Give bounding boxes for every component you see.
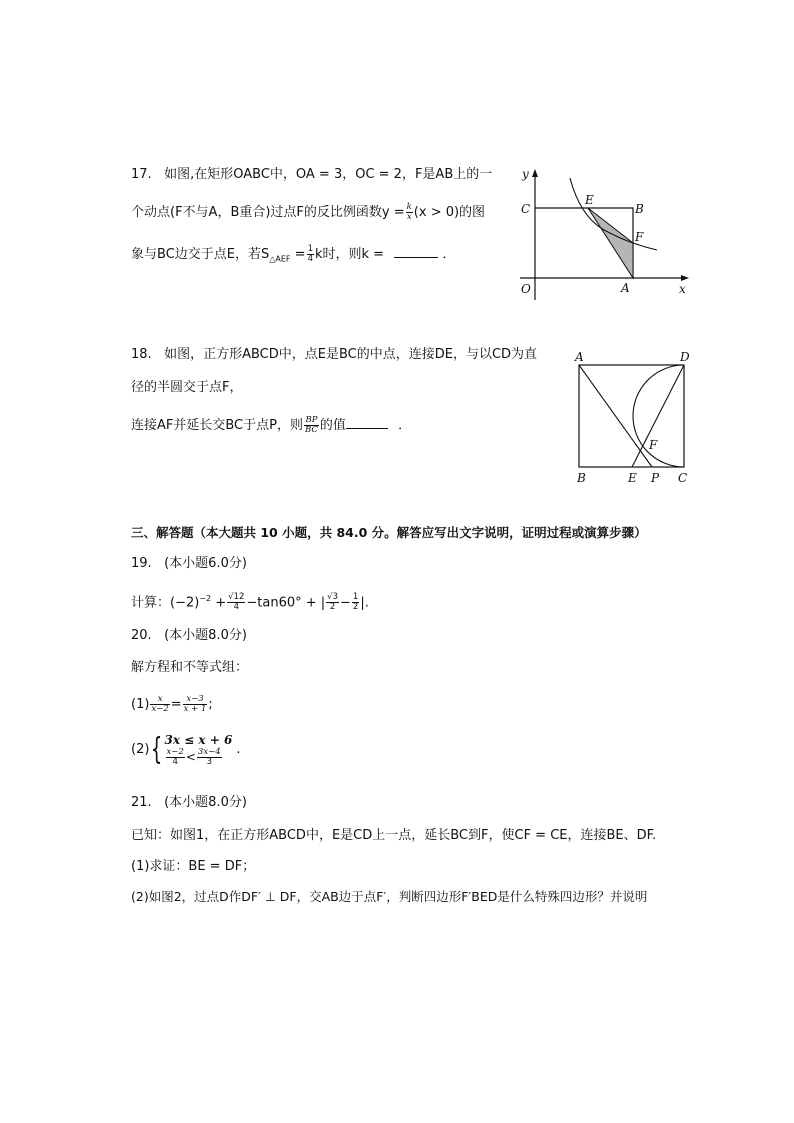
q19-expression: 计算：$(-2)^{-2}$ + $\frac{√12}{4}$ −tan60° + | $\frac{√3}{2}$ − $\frac{1}{2}$ |. bbox=[131, 592, 369, 613]
q20-system-brace: { bbox=[151, 731, 163, 767]
q17-label-C: C bbox=[521, 202, 531, 216]
q18-label-D: D bbox=[680, 350, 690, 364]
q20-part2: (2){ 3x ≤ x + 6 $\frac{x-2}{4}$ < $\frac{3x-4}{3}$ . bbox=[131, 731, 241, 767]
q21-score: (本小题8.0分) bbox=[164, 795, 247, 810]
q17-shaded-triangle bbox=[588, 208, 633, 278]
q18-fraction-bp-over-bc: $\frac{BP}{BC}$ bbox=[304, 415, 318, 435]
q17-answer-blank[interactable] bbox=[394, 245, 438, 258]
q19-fraction-half: $\frac{1}{2}$ bbox=[352, 592, 359, 613]
q17-label-E: E bbox=[585, 193, 594, 207]
q18-square bbox=[579, 365, 684, 467]
q20-fraction-right: $\frac{x-3}{x + 1}$ bbox=[183, 694, 207, 714]
q21-header bbox=[131, 795, 247, 811]
q17-label-O: O bbox=[521, 282, 531, 296]
q18-segment-AP bbox=[579, 365, 652, 467]
q20-score: (本小题8.0分) bbox=[164, 628, 247, 643]
q18-line1: 18. 如图，正方形ABCD中，点E是BC的中点，连接DE，与以CD为直 bbox=[131, 347, 538, 362]
q20-inequality-row1: 3x ≤ x + 6 bbox=[164, 733, 233, 747]
q20-part1: (1) $\frac{x}{x-2}$ = $\frac{x-3}{x + 1}$ ; bbox=[131, 694, 213, 714]
q17-text-line1: 如图,在矩形OABC中，OA = 3，OC = 2，F是AB上的一 bbox=[164, 167, 493, 182]
q18-label-C: C bbox=[678, 471, 688, 485]
q18-answer-blank[interactable] bbox=[346, 416, 388, 429]
q17-label-F: F bbox=[635, 230, 644, 244]
q20-fraction-left: $\frac{x}{x-2}$ bbox=[151, 694, 169, 714]
q17-x-axis-arrow bbox=[681, 275, 689, 281]
q20-inequality-row2: $\frac{x-2}{4}$ < $\frac{3x-4}{3}$ bbox=[166, 747, 221, 767]
q19-fraction-sqrt12: $\frac{√12}{4}$ bbox=[228, 592, 245, 613]
q17-label-A: A bbox=[621, 281, 630, 295]
q19-score: (本小题6.0分) bbox=[164, 556, 247, 571]
q18-line2: 径的半圆交于点F， bbox=[131, 380, 243, 395]
q20-header bbox=[131, 628, 247, 644]
q17-figure bbox=[512, 164, 696, 300]
q17-label-B: B bbox=[635, 202, 644, 216]
q20-inequality-system bbox=[165, 732, 233, 767]
q17-fraction-k-over-x: $\frac{k}{x}$ bbox=[406, 202, 412, 222]
q18-label-A: A bbox=[575, 350, 584, 364]
q17-line2: 个动点(F不与A，B重合)过点F的反比例函数y = $\frac{k}{x}$ (x > 0)的图 bbox=[131, 202, 486, 222]
q20-intro: 解方程和不等式组： bbox=[131, 660, 249, 675]
q17-number: 17. bbox=[131, 167, 152, 182]
q17-label-x: x bbox=[679, 282, 686, 296]
q17-line3: 象与BC边交于点E，若$S_{\triangle AEF}$ = $\frac{1}{4}$ k时，则k = ． bbox=[131, 244, 456, 264]
q17-y-axis-arrow bbox=[532, 169, 538, 177]
q18-label-F: F bbox=[649, 438, 658, 452]
q21-given: 已知：如图1，在正方形ABCD中，E是CD上一点，延长BC到F，使CF = CE，连接BE、DF. bbox=[131, 828, 657, 843]
q19-header bbox=[131, 556, 247, 572]
q19-fraction-sqrt3: $\frac{√3}{2}$ bbox=[327, 592, 338, 613]
q18-line3: 连接AF并延长交BC于点P，则 $\frac{BP}{BC}$ 的值 ． bbox=[131, 415, 412, 435]
q21-part2: (2)如图2，过点D作DF′ ⊥ DF，交AB边于点F′，判断四边形F′BED是什么特殊四边形？并说明 bbox=[131, 889, 648, 904]
q18-label-E: E bbox=[628, 471, 637, 485]
q18-figure bbox=[570, 346, 696, 488]
q17-line1 bbox=[131, 167, 492, 183]
q21-number: 21. bbox=[131, 795, 152, 810]
q17-label-y: y bbox=[522, 167, 529, 181]
q19-number: 19. bbox=[131, 556, 152, 571]
section3-heading: 三、解答题（本大题共 10 小题，共 84.0 分。解答应写出文字说明，证明过程或演算步骤） bbox=[131, 525, 647, 540]
q20-number: 20. bbox=[131, 628, 152, 643]
q17-fraction-one-quarter: $\frac{1}{4}$ bbox=[307, 244, 313, 264]
q18-label-P: P bbox=[651, 471, 660, 485]
q18-number: 18. bbox=[131, 347, 152, 362]
q21-part1: (1)求证：BE = DF； bbox=[131, 859, 256, 874]
q18-segment-DE bbox=[632, 365, 684, 467]
q18-label-B: B bbox=[577, 471, 586, 485]
